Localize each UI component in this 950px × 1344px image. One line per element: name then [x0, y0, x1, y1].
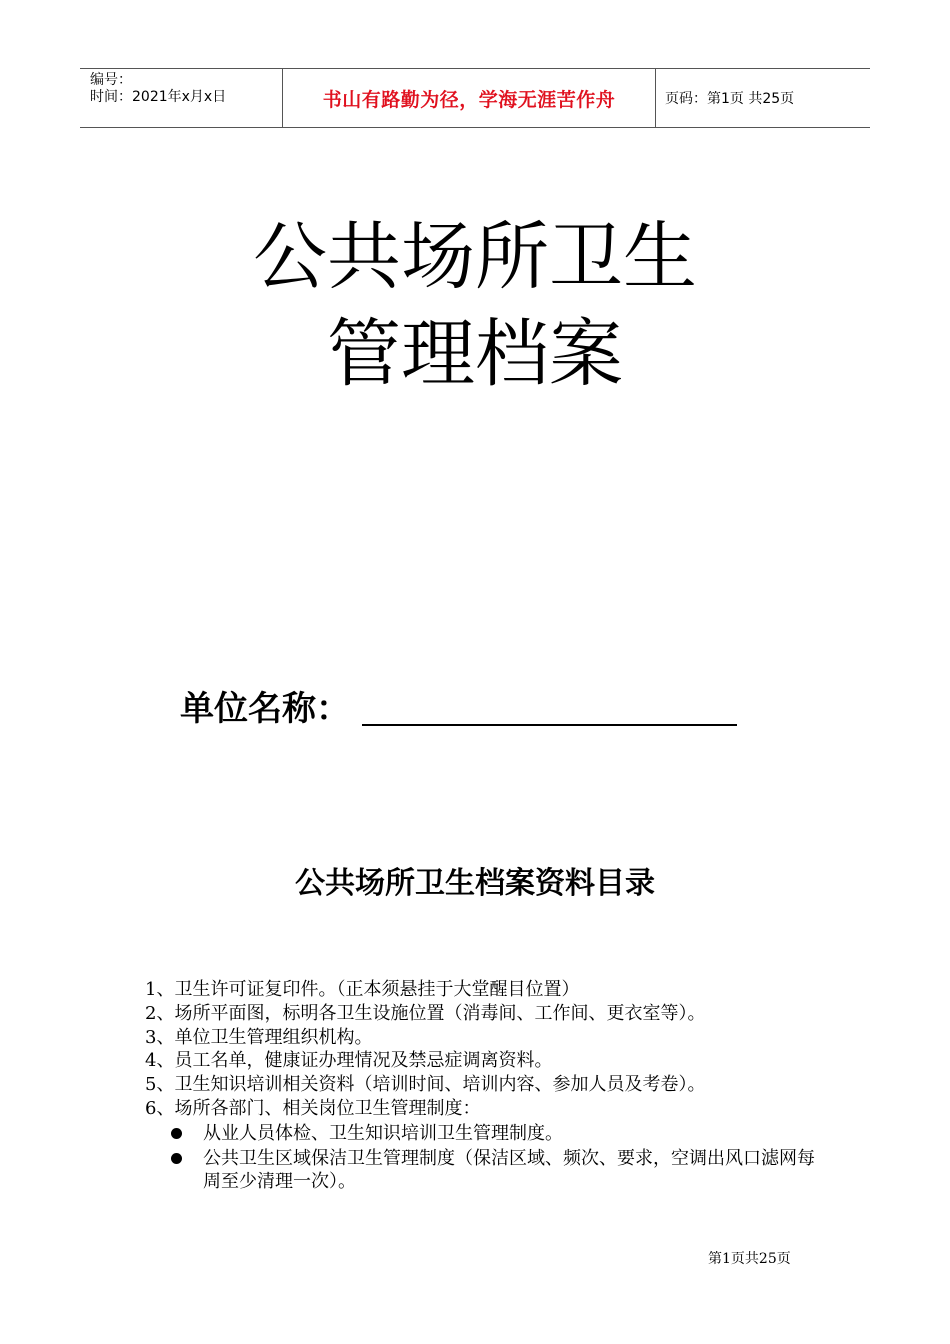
date-line: 时间：2021年x月x日: [90, 89, 227, 105]
page-footer: 第1页共25页: [708, 1251, 791, 1267]
toc-item: 3、单位卫生管理组织机构。: [145, 1026, 373, 1048]
toc-title: 公共场所卫生档案资料目录: [295, 866, 655, 901]
toc-list: [145, 978, 825, 1194]
toc-item: 4、员工名单，健康证办理情况及禁忌症调离资料。: [145, 1050, 553, 1072]
header-motto-cell: [282, 69, 656, 127]
toc-item: 5、卫生知识培训相关资料（培训时间、培训内容、参加人员及考卷）。: [145, 1074, 706, 1096]
toc-item: 6、场所各部门、相关岗位卫生管理制度：: [145, 1097, 481, 1119]
bullet-dot-icon: [171, 1128, 182, 1139]
toc-bullet-item: [145, 1147, 825, 1195]
toc-bullet-text: 从业人员体检、卫生知识培训卫生管理制度。: [203, 1122, 563, 1144]
toc-bullet-text: 公共卫生区域保洁卫生管理制度（保洁区域、频次、要求，空调出风口滤网每周至少清理一次）。: [203, 1147, 815, 1193]
cover-title-line-1: 公共场所卫生: [253, 214, 697, 300]
unit-name-blank-line: [362, 688, 737, 726]
unit-name-label: 单位名称：: [180, 688, 350, 729]
header-page-cell: [655, 69, 870, 127]
toc-item: 2、场所平面图，标明各卫生设施位置（消毒间、工作间、更衣室等）。: [145, 1002, 706, 1024]
motto-text: 书山有路勤为径，学海无涯苦作舟: [322, 88, 616, 111]
page-code: 页码：第1页 共25页: [665, 91, 795, 107]
cover-title-line-2: 管理档案: [327, 311, 623, 397]
document-header: [80, 68, 870, 128]
toc-bullet-item: [145, 1122, 825, 1146]
unit-name-row: [180, 680, 737, 730]
serial-number-label: 编号：: [90, 72, 132, 88]
toc-item: 1、卫生许可证复印件。（正本须悬挂于大堂醒目位置）: [145, 979, 580, 1000]
header-meta-cell: [80, 69, 282, 127]
bullet-dot-icon: [171, 1153, 182, 1164]
